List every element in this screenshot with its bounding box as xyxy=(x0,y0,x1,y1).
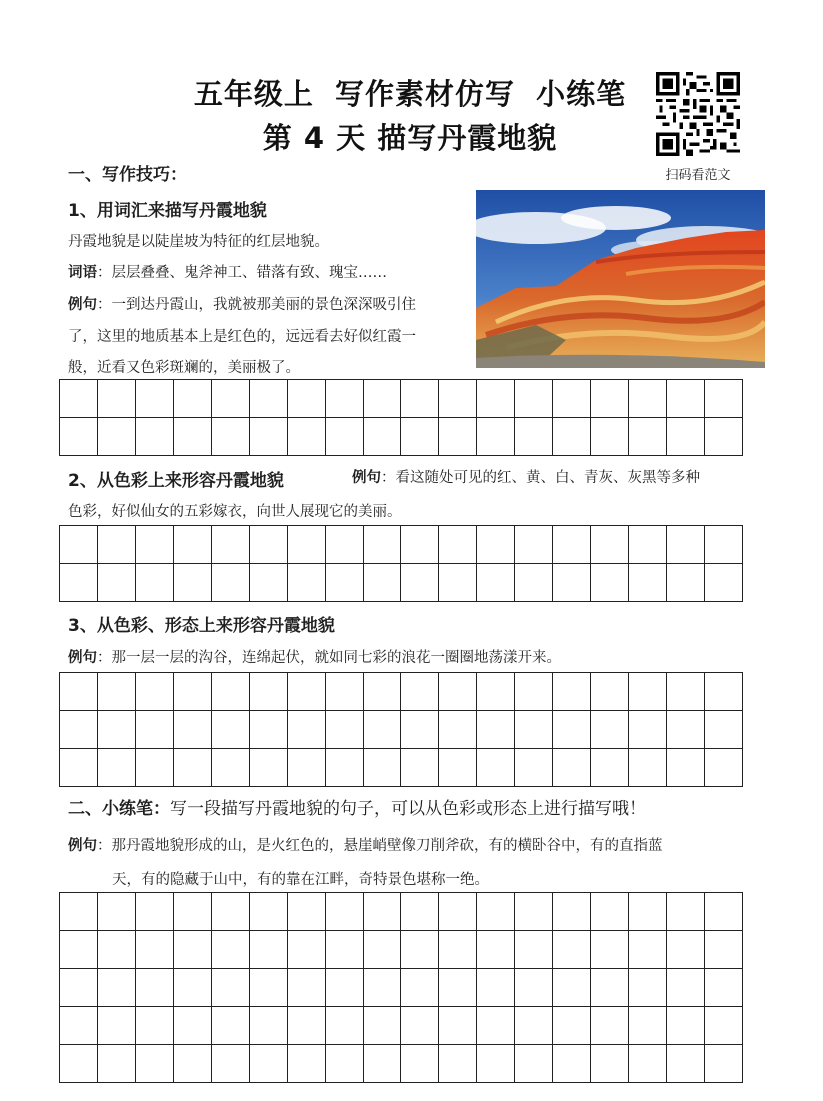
example-text: ：一到达丹霞山，我就被那美丽的景色深深吸引住 xyxy=(97,297,416,313)
grid-cell[interactable] xyxy=(515,673,553,711)
grid-cell[interactable] xyxy=(591,673,629,711)
grid-cell[interactable] xyxy=(174,564,212,602)
grid-cell[interactable] xyxy=(364,749,402,787)
grid-cell[interactable] xyxy=(288,380,326,418)
qr-caption: 扫码看范文 xyxy=(665,168,731,183)
grid-cell[interactable] xyxy=(477,893,515,931)
danxia-landform-photo xyxy=(476,190,765,368)
grid-cell[interactable] xyxy=(515,1007,553,1045)
example-label: 例句 xyxy=(352,470,381,486)
grid-cell[interactable] xyxy=(326,1007,364,1045)
grid-cell[interactable] xyxy=(439,673,477,711)
grid-cell[interactable] xyxy=(553,380,591,418)
grid-cell[interactable] xyxy=(98,749,136,787)
grid-cell[interactable] xyxy=(515,969,553,1007)
grid-cell[interactable] xyxy=(667,749,705,787)
grid-cell[interactable] xyxy=(553,969,591,1007)
grid-cell[interactable] xyxy=(174,749,212,787)
grid-cell[interactable] xyxy=(288,1007,326,1045)
grid-cell[interactable] xyxy=(288,1045,326,1083)
grid-cell[interactable] xyxy=(136,969,174,1007)
grid-cell[interactable] xyxy=(364,711,402,749)
grid-cell[interactable] xyxy=(553,418,591,456)
page-title: 五年级上 写作素材仿写 小练笔 xyxy=(193,77,627,111)
sub1-example-line1 xyxy=(68,289,416,321)
grid-cell[interactable] xyxy=(364,1007,402,1045)
grid-cell[interactable] xyxy=(667,673,705,711)
grid-cell[interactable] xyxy=(705,893,743,931)
grid-cell[interactable] xyxy=(364,1045,402,1083)
grid-cell[interactable] xyxy=(401,564,439,602)
grid-cell[interactable] xyxy=(212,564,250,602)
grid-cell[interactable] xyxy=(326,1045,364,1083)
grid-cell[interactable] xyxy=(401,380,439,418)
grid-row xyxy=(60,969,743,1007)
grid-cell[interactable] xyxy=(629,418,667,456)
section2-example-line1 xyxy=(68,830,663,862)
grid-cell[interactable] xyxy=(250,1045,288,1083)
grid-cell[interactable] xyxy=(553,749,591,787)
grid-cell[interactable] xyxy=(250,969,288,1007)
grid-cell[interactable] xyxy=(174,418,212,456)
grid-cell[interactable] xyxy=(136,418,174,456)
grid-cell[interactable] xyxy=(591,893,629,931)
grid-cell[interactable] xyxy=(174,969,212,1007)
grid-cell[interactable] xyxy=(401,749,439,787)
grid-cell[interactable] xyxy=(136,1045,174,1083)
grid-cell[interactable] xyxy=(591,526,629,564)
grid-row xyxy=(60,1045,743,1083)
grid-cell[interactable] xyxy=(250,526,288,564)
grid-cell[interactable] xyxy=(212,526,250,564)
grid-cell[interactable] xyxy=(515,380,553,418)
grid-cell[interactable] xyxy=(477,380,515,418)
grid-cell[interactable] xyxy=(98,893,136,931)
grid-cell[interactable] xyxy=(60,526,98,564)
grid-cell[interactable] xyxy=(515,418,553,456)
grid-cell[interactable] xyxy=(705,526,743,564)
grid-cell[interactable] xyxy=(477,673,515,711)
sub1-heading: 1、用词汇来描写丹霞地貌 xyxy=(68,201,267,221)
grid-cell[interactable] xyxy=(553,673,591,711)
grid-cell[interactable] xyxy=(591,418,629,456)
grid-cell[interactable] xyxy=(326,418,364,456)
grid-cell[interactable] xyxy=(136,1007,174,1045)
sub1-intro: 丹霞地貌是以陡崖坡为特征的红层地貌。 xyxy=(68,234,329,250)
grid-cell[interactable] xyxy=(705,711,743,749)
grid-cell[interactable] xyxy=(174,526,212,564)
grid-cell[interactable] xyxy=(667,1045,705,1083)
grid-cell[interactable] xyxy=(288,526,326,564)
grid-cell[interactable] xyxy=(250,564,288,602)
grid-cell[interactable] xyxy=(667,1007,705,1045)
grid-cell[interactable] xyxy=(174,711,212,749)
grid-cell[interactable] xyxy=(401,418,439,456)
grid-cell[interactable] xyxy=(439,1007,477,1045)
grid-cell[interactable] xyxy=(174,673,212,711)
grid-cell[interactable] xyxy=(98,711,136,749)
grid-cell[interactable] xyxy=(136,564,174,602)
grid-cell[interactable] xyxy=(98,969,136,1007)
grid-cell[interactable] xyxy=(515,711,553,749)
grid-cell[interactable] xyxy=(288,418,326,456)
grid-cell[interactable] xyxy=(98,931,136,969)
grid-row xyxy=(60,931,743,969)
grid-cell[interactable] xyxy=(401,1007,439,1045)
grid-row xyxy=(60,564,743,602)
grid-cell[interactable] xyxy=(401,893,439,931)
example-text: ：看这随处可见的红、黄、白、青灰、灰黑等多种 xyxy=(381,470,700,486)
example-label: 例句 xyxy=(68,650,97,666)
grid-cell[interactable] xyxy=(326,564,364,602)
grid-cell[interactable] xyxy=(98,673,136,711)
grid-cell[interactable] xyxy=(591,969,629,1007)
grid-cell[interactable] xyxy=(326,526,364,564)
grid-cell[interactable] xyxy=(439,526,477,564)
grid-cell[interactable] xyxy=(477,1045,515,1083)
writing-grid-1[interactable] xyxy=(59,379,743,456)
words-label: 词语 xyxy=(68,265,97,281)
grid-cell[interactable] xyxy=(515,931,553,969)
grid-cell[interactable] xyxy=(629,564,667,602)
grid-cell[interactable] xyxy=(439,418,477,456)
grid-cell[interactable] xyxy=(705,1007,743,1045)
grid-row xyxy=(60,1007,743,1045)
grid-cell[interactable] xyxy=(136,749,174,787)
grid-cell[interactable] xyxy=(553,931,591,969)
grid-cell[interactable] xyxy=(477,564,515,602)
grid-row xyxy=(60,418,743,456)
grid-cell[interactable] xyxy=(136,673,174,711)
grid-cell[interactable] xyxy=(439,931,477,969)
grid-cell[interactable] xyxy=(477,711,515,749)
grid-cell[interactable] xyxy=(212,380,250,418)
grid-cell[interactable] xyxy=(326,711,364,749)
grid-cell[interactable] xyxy=(667,418,705,456)
grid-cell[interactable] xyxy=(60,893,98,931)
grid-cell[interactable] xyxy=(288,564,326,602)
grid-cell[interactable] xyxy=(591,1045,629,1083)
grid-cell[interactable] xyxy=(401,673,439,711)
writing-grid-2[interactable] xyxy=(59,525,743,602)
grid-cell[interactable] xyxy=(364,564,402,602)
grid-cell[interactable] xyxy=(288,969,326,1007)
grid-cell[interactable] xyxy=(364,931,402,969)
grid-cell[interactable] xyxy=(212,749,250,787)
example-text: ：那一层一层的沟谷，连绵起伏，就如同七彩的浪花一圈圈地荡漾开来。 xyxy=(97,650,561,666)
grid-cell[interactable] xyxy=(401,1045,439,1083)
grid-cell[interactable] xyxy=(515,893,553,931)
grid-cell[interactable] xyxy=(136,526,174,564)
grid-cell[interactable] xyxy=(591,749,629,787)
grid-cell[interactable] xyxy=(288,893,326,931)
grid-cell[interactable] xyxy=(439,564,477,602)
grid-cell[interactable] xyxy=(591,564,629,602)
grid-cell[interactable] xyxy=(136,893,174,931)
grid-cell[interactable] xyxy=(705,380,743,418)
grid-cell[interactable] xyxy=(98,564,136,602)
grid-cell[interactable] xyxy=(667,564,705,602)
grid-cell[interactable] xyxy=(60,1045,98,1083)
section2-example-line2: 天，有的隐藏于山中，有的靠在江畔，奇特景色堪称一绝。 xyxy=(112,872,489,888)
grid-row xyxy=(60,380,743,418)
grid-cell[interactable] xyxy=(174,893,212,931)
grid-cell[interactable] xyxy=(212,418,250,456)
grid-cell[interactable] xyxy=(326,380,364,418)
grid-cell[interactable] xyxy=(401,711,439,749)
grid-cell[interactable] xyxy=(401,931,439,969)
grid-row xyxy=(60,711,743,749)
grid-cell[interactable] xyxy=(629,969,667,1007)
grid-cell[interactable] xyxy=(667,526,705,564)
grid-cell[interactable] xyxy=(174,931,212,969)
grid-cell[interactable] xyxy=(288,673,326,711)
sub3-example-line1 xyxy=(68,642,561,674)
grid-cell[interactable] xyxy=(174,380,212,418)
grid-cell[interactable] xyxy=(98,1045,136,1083)
sub1-example-line2: 了，这里的地质基本上是红色的，远远看去好似红霞一 xyxy=(68,329,416,345)
grid-cell[interactable] xyxy=(326,749,364,787)
grid-cell[interactable] xyxy=(629,1007,667,1045)
grid-cell[interactable] xyxy=(326,969,364,1007)
grid-cell[interactable] xyxy=(60,1007,98,1045)
grid-row xyxy=(60,526,743,564)
sub2-example-line1 xyxy=(352,462,700,494)
grid-cell[interactable] xyxy=(364,526,402,564)
grid-cell[interactable] xyxy=(212,673,250,711)
grid-cell[interactable] xyxy=(515,749,553,787)
section2-heading-line xyxy=(68,794,646,819)
grid-cell[interactable] xyxy=(629,749,667,787)
grid-cell[interactable] xyxy=(250,1007,288,1045)
grid-cell[interactable] xyxy=(250,380,288,418)
grid-cell[interactable] xyxy=(629,380,667,418)
grid-cell[interactable] xyxy=(364,969,402,1007)
section2-heading: 二、小练笔： xyxy=(68,799,170,819)
grid-cell[interactable] xyxy=(364,893,402,931)
grid-cell[interactable] xyxy=(629,1045,667,1083)
sub2-heading: 2、从色彩上来形容丹霞地貌 xyxy=(68,471,284,491)
grid-cell[interactable] xyxy=(591,380,629,418)
grid-cell[interactable] xyxy=(136,711,174,749)
example-text: ：那丹霞地貌形成的山，是火红色的，悬崖峭壁像刀削斧砍，有的横卧谷中，有的直指蓝 xyxy=(97,838,663,854)
grid-cell[interactable] xyxy=(98,418,136,456)
example-label: 例句 xyxy=(68,297,97,313)
grid-cell[interactable] xyxy=(667,893,705,931)
grid-cell[interactable] xyxy=(629,526,667,564)
grid-cell[interactable] xyxy=(705,673,743,711)
grid-cell[interactable] xyxy=(439,1045,477,1083)
section1-heading: 一、写作技巧： xyxy=(68,165,187,185)
grid-cell[interactable] xyxy=(60,749,98,787)
grid-cell[interactable] xyxy=(667,711,705,749)
grid-cell[interactable] xyxy=(705,1045,743,1083)
grid-cell[interactable] xyxy=(477,931,515,969)
example-label: 例句 xyxy=(68,838,97,854)
grid-cell[interactable] xyxy=(60,673,98,711)
grid-cell[interactable] xyxy=(401,969,439,1007)
grid-cell[interactable] xyxy=(439,749,477,787)
grid-cell[interactable] xyxy=(553,564,591,602)
grid-cell[interactable] xyxy=(553,526,591,564)
words-text: ：层层叠叠、鬼斧神工、错落有致、瑰宝…… xyxy=(97,265,387,281)
grid-cell[interactable] xyxy=(60,418,98,456)
grid-cell[interactable] xyxy=(250,673,288,711)
grid-cell[interactable] xyxy=(629,931,667,969)
grid-cell[interactable] xyxy=(401,526,439,564)
grid-cell[interactable] xyxy=(705,931,743,969)
qr-code-icon[interactable] xyxy=(656,72,740,156)
grid-cell[interactable] xyxy=(364,418,402,456)
grid-cell[interactable] xyxy=(174,1045,212,1083)
grid-cell[interactable] xyxy=(439,380,477,418)
grid-cell[interactable] xyxy=(439,711,477,749)
grid-cell[interactable] xyxy=(98,380,136,418)
grid-cell[interactable] xyxy=(326,893,364,931)
grid-cell[interactable] xyxy=(705,418,743,456)
grid-cell[interactable] xyxy=(439,969,477,1007)
grid-cell[interactable] xyxy=(250,711,288,749)
grid-cell[interactable] xyxy=(705,969,743,1007)
grid-cell[interactable] xyxy=(515,526,553,564)
grid-cell[interactable] xyxy=(60,711,98,749)
grid-cell[interactable] xyxy=(667,969,705,1007)
grid-cell[interactable] xyxy=(591,931,629,969)
grid-cell[interactable] xyxy=(212,931,250,969)
grid-cell[interactable] xyxy=(250,931,288,969)
grid-cell[interactable] xyxy=(553,1007,591,1045)
grid-cell[interactable] xyxy=(364,673,402,711)
grid-cell[interactable] xyxy=(477,749,515,787)
grid-cell[interactable] xyxy=(98,1007,136,1045)
grid-cell[interactable] xyxy=(629,673,667,711)
grid-cell[interactable] xyxy=(477,418,515,456)
grid-cell[interactable] xyxy=(212,711,250,749)
grid-cell[interactable] xyxy=(629,711,667,749)
grid-cell[interactable] xyxy=(591,1007,629,1045)
grid-cell[interactable] xyxy=(477,1007,515,1045)
sub3-heading: 3、从色彩、形态上来形容丹霞地貌 xyxy=(68,616,335,636)
writing-grid-4[interactable] xyxy=(59,892,743,1083)
grid-row xyxy=(60,749,743,787)
section2-prompt: 写一段描写丹霞地貌的句子，可以从色彩或形态上进行描写哦！ xyxy=(170,799,646,819)
sub1-example-line3: 般，近看又色彩斑斓的，美丽极了。 xyxy=(68,360,300,376)
grid-cell[interactable] xyxy=(553,893,591,931)
grid-cell[interactable] xyxy=(98,526,136,564)
grid-cell[interactable] xyxy=(60,564,98,602)
grid-cell[interactable] xyxy=(553,1045,591,1083)
grid-cell[interactable] xyxy=(629,893,667,931)
grid-cell[interactable] xyxy=(326,673,364,711)
grid-cell[interactable] xyxy=(250,893,288,931)
grid-cell[interactable] xyxy=(288,931,326,969)
grid-cell[interactable] xyxy=(250,418,288,456)
grid-cell[interactable] xyxy=(60,969,98,1007)
grid-cell[interactable] xyxy=(174,1007,212,1045)
grid-row xyxy=(60,673,743,711)
grid-cell[interactable] xyxy=(477,526,515,564)
grid-cell[interactable] xyxy=(477,969,515,1007)
grid-cell[interactable] xyxy=(288,749,326,787)
grid-cell[interactable] xyxy=(515,564,553,602)
grid-cell[interactable] xyxy=(515,1045,553,1083)
writing-grid-3[interactable] xyxy=(59,672,743,787)
grid-cell[interactable] xyxy=(667,931,705,969)
grid-cell[interactable] xyxy=(439,893,477,931)
grid-cell[interactable] xyxy=(250,749,288,787)
grid-cell[interactable] xyxy=(136,380,174,418)
sub1-words xyxy=(68,257,387,289)
sub2-example-line2: 色彩，好似仙女的五彩嫁衣，向世人展现它的美丽。 xyxy=(68,504,402,520)
grid-cell[interactable] xyxy=(212,1045,250,1083)
grid-cell[interactable] xyxy=(364,380,402,418)
grid-cell[interactable] xyxy=(667,380,705,418)
grid-cell[interactable] xyxy=(705,564,743,602)
page-subtitle: 第 4 天 描写丹霞地貌 xyxy=(262,121,558,155)
grid-cell[interactable] xyxy=(288,711,326,749)
grid-cell[interactable] xyxy=(60,380,98,418)
grid-cell[interactable] xyxy=(326,931,364,969)
grid-cell[interactable] xyxy=(553,711,591,749)
grid-cell[interactable] xyxy=(591,711,629,749)
grid-cell[interactable] xyxy=(212,1007,250,1045)
grid-cell[interactable] xyxy=(212,893,250,931)
grid-row xyxy=(60,893,743,931)
grid-cell[interactable] xyxy=(136,931,174,969)
grid-cell[interactable] xyxy=(60,931,98,969)
grid-cell[interactable] xyxy=(212,969,250,1007)
grid-cell[interactable] xyxy=(705,749,743,787)
